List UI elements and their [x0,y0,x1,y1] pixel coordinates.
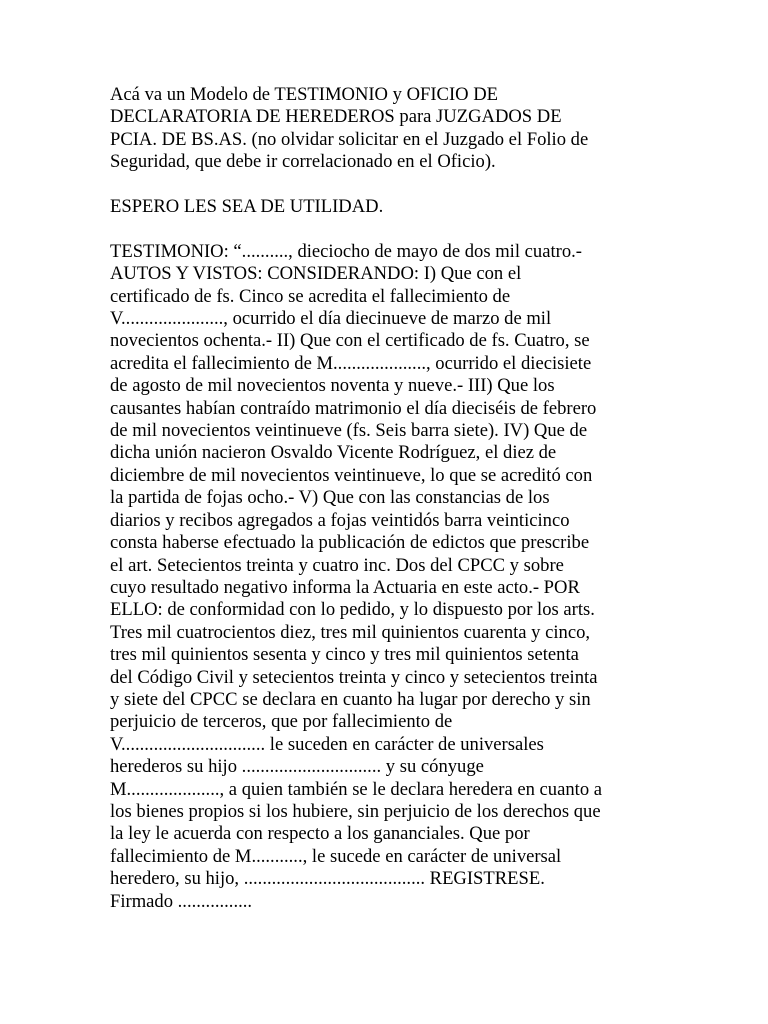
text-line: cuyo resultado negativo informa la Actuaria en este acto.- POR [110,576,580,598]
document-page [110,84,670,913]
text-line: tres mil quinientos sesenta y cinco y tres mil quinientos setenta [110,644,579,666]
text-line: V......................, ocurrido el día diecinueve de marzo de mil [110,308,552,330]
text-line: fallecimiento de M..........., le sucede en carácter de universal [110,845,562,867]
paragraph-gap [110,218,670,240]
text-line: de mil novecientos veintinueve (fs. Seis barra siete). IV) Que de [110,420,588,442]
text-line: ELLO: de conformidad con lo pedido, y lo dispuesto por los arts. [110,599,595,621]
text-line: ESPERO LES SEA DE UTILIDAD. [110,196,384,218]
text-line: causantes habían contraído matrimonio el día dieciséis de febrero [110,397,597,419]
text-line: diciembre de mil novecientos veintinueve, lo que se acreditó con [110,464,593,486]
text-line: los bienes propios si los hubiere, sin perjuicio de los derechos que [110,800,601,822]
text-line: perjuicio de terceros, que por fallecimiento de [110,711,453,733]
text-line: heredero, su hijo, ....................................... REGISTRESE. [110,868,545,890]
text-line: Acá va un Modelo de TESTIMONIO y OFICIO DE [110,84,498,105]
text-line: y siete del CPCC se declara en cuanto ha lugar por derecho y sin [110,688,591,710]
text-line: PCIA. DE BS.AS. (no olvidar solicitar en el Juzgado el Folio de [110,128,589,150]
text-line: M...................., a quien también se le declara heredera en cuanto a [110,778,603,800]
text-line: el art. Setecientos treinta y cuatro inc. Dos del CPCC y sobre [110,554,564,576]
text-line: del Código Civil y setecientos treinta y cinco y setecientos treinta [110,666,598,688]
text-line: dicha unión nacieron Osvaldo Vicente Rodríguez, el diez de [110,442,557,464]
paragraph-gap [110,174,670,196]
text-line: diarios y recibos agregados a fojas veintidós barra veinticinco [110,509,570,531]
text-line: Firmado ................ [110,890,253,912]
text-line: la partida de fojas ocho.- V) Que con las constancias de los [110,487,550,509]
text-line: de agosto de mil novecientos noventa y nueve.- III) Que los [110,375,555,397]
testimonio-paragraph [110,241,670,913]
text-line: DECLARATORIA DE HEREDEROS para JUZGADOS DE [110,106,562,128]
wish-paragraph [110,196,670,218]
text-line: certificado de fs. Cinco se acredita el fallecimiento de [110,285,511,307]
text-line: TESTIMONIO: “.........., dieciocho de mayo de dos mil cuatro.- [110,240,582,262]
text-line: consta haberse efectuado la publicación de edictos que prescribe [110,532,590,554]
text-line: herederos su hijo .............................. y su cónyuge [110,756,484,778]
text-line: V............................... le suceden en carácter de universales [110,733,544,755]
text-line: acredita el fallecimiento de M...................., ocurrido el diecisiete [110,352,592,374]
text-line: la ley le acuerda con respecto a los gananciales. Que por [110,823,530,845]
text-line: novecientos ochenta.- II) Que con el certificado de fs. Cuatro, se [110,330,590,352]
intro-paragraph [110,84,670,174]
text-line: Seguridad, que debe ir correlacionado en el Oficio). [110,151,496,173]
text-line: AUTOS Y VISTOS: CONSIDERANDO: I) Que con el [110,263,522,285]
text-line: Tres mil cuatrocientos diez, tres mil quinientos cuarenta y cinco, [110,621,591,643]
